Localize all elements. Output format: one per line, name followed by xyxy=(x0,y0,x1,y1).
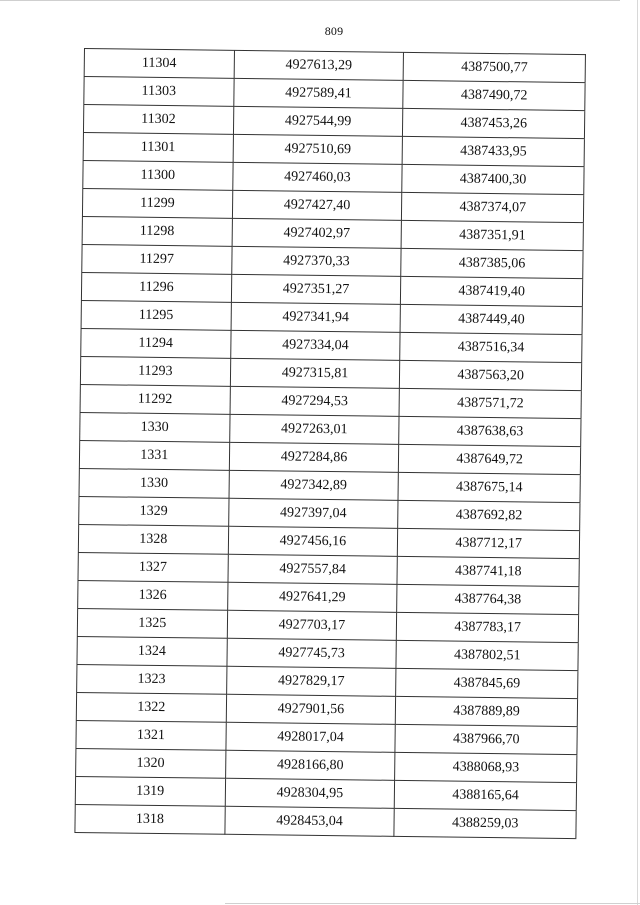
y-coordinate-cell: 4387845,69 xyxy=(396,668,578,698)
table-row xyxy=(75,804,576,838)
point-id-cell: 11296 xyxy=(81,272,231,302)
y-coordinate-cell: 4387571,72 xyxy=(399,388,581,418)
point-id-cell: 11297 xyxy=(82,244,232,274)
x-coordinate-cell: 4927351,27 xyxy=(231,274,401,304)
x-coordinate-cell: 4927641,29 xyxy=(227,582,397,612)
scan-right-edge xyxy=(637,0,638,905)
y-coordinate-cell: 4387764,38 xyxy=(397,584,579,614)
y-coordinate-cell: 4387966,70 xyxy=(395,724,577,754)
x-coordinate-cell: 4928166,80 xyxy=(225,750,395,780)
x-coordinate-cell: 4928453,04 xyxy=(225,806,395,836)
y-coordinate-cell: 4387889,89 xyxy=(396,696,578,726)
y-coordinate-cell: 4387400,30 xyxy=(402,164,584,194)
x-coordinate-cell: 4927294,53 xyxy=(230,386,400,416)
x-coordinate-cell: 4927315,81 xyxy=(230,358,400,388)
y-coordinate-cell: 4387802,51 xyxy=(396,640,578,670)
point-id-cell: 1328 xyxy=(78,524,228,554)
point-id-cell: 1319 xyxy=(75,776,225,806)
y-coordinate-cell: 4387649,72 xyxy=(399,444,581,474)
coordinates-table-body xyxy=(75,49,586,839)
y-coordinate-cell: 4387374,07 xyxy=(402,192,584,222)
y-coordinate-cell: 4388259,03 xyxy=(394,808,576,838)
x-coordinate-cell: 4927402,97 xyxy=(232,218,402,248)
scan-bottom-edge xyxy=(225,903,640,904)
y-coordinate-cell: 4387741,18 xyxy=(397,556,579,586)
point-id-cell: 1323 xyxy=(77,664,227,694)
y-coordinate-cell: 4387675,14 xyxy=(398,472,580,502)
y-coordinate-cell: 4387419,40 xyxy=(401,276,583,306)
scan-top-edge xyxy=(0,0,620,1)
point-id-cell: 1320 xyxy=(76,748,226,778)
x-coordinate-cell: 4927460,03 xyxy=(232,162,402,192)
x-coordinate-cell: 4927334,04 xyxy=(230,330,400,360)
x-coordinate-cell: 4927427,40 xyxy=(232,190,402,220)
point-id-cell: 11295 xyxy=(81,300,231,330)
x-coordinate-cell: 4927589,41 xyxy=(233,78,403,108)
point-id-cell: 11301 xyxy=(83,132,233,162)
point-id-cell: 11302 xyxy=(83,105,233,135)
y-coordinate-cell: 4387433,95 xyxy=(402,136,584,166)
point-id-cell: 1325 xyxy=(77,608,227,638)
x-coordinate-cell: 4927703,17 xyxy=(227,610,397,640)
y-coordinate-cell: 4388165,64 xyxy=(395,780,577,810)
y-coordinate-cell: 4388068,93 xyxy=(395,752,577,782)
x-coordinate-cell: 4927370,33 xyxy=(231,246,401,276)
y-coordinate-cell: 4387563,20 xyxy=(400,360,582,390)
x-coordinate-cell: 4927341,94 xyxy=(231,302,401,332)
point-id-cell: 11303 xyxy=(84,77,234,107)
x-coordinate-cell: 4927901,56 xyxy=(226,694,396,724)
y-coordinate-cell: 4387500,77 xyxy=(403,52,585,82)
x-coordinate-cell: 4928304,95 xyxy=(225,778,395,808)
x-coordinate-cell: 4927263,01 xyxy=(229,414,399,444)
point-id-cell: 11292 xyxy=(80,384,230,414)
y-coordinate-cell: 4387712,17 xyxy=(398,528,580,558)
x-coordinate-cell: 4927745,73 xyxy=(227,638,397,668)
point-id-cell: 11304 xyxy=(84,49,234,79)
x-coordinate-cell: 4927613,29 xyxy=(234,50,404,80)
x-coordinate-cell: 4927557,84 xyxy=(228,554,398,584)
point-id-cell: 1324 xyxy=(77,636,227,666)
point-id-cell: 1327 xyxy=(78,552,228,582)
x-coordinate-cell: 4927284,86 xyxy=(229,442,399,472)
point-id-cell: 11298 xyxy=(82,216,232,246)
point-id-cell: 1321 xyxy=(76,720,226,750)
x-coordinate-cell: 4927510,69 xyxy=(233,134,403,164)
point-id-cell: 1318 xyxy=(75,804,225,834)
point-id-cell: 1330 xyxy=(79,468,229,498)
point-id-cell: 1322 xyxy=(76,692,226,722)
y-coordinate-cell: 4387449,40 xyxy=(400,304,582,334)
y-coordinate-cell: 4387490,72 xyxy=(403,80,585,110)
point-id-cell: 11294 xyxy=(81,328,231,358)
y-coordinate-cell: 4387638,63 xyxy=(399,416,581,446)
y-coordinate-cell: 4387692,82 xyxy=(398,500,580,530)
y-coordinate-cell: 4387516,34 xyxy=(400,332,582,362)
y-coordinate-cell: 4387385,06 xyxy=(401,248,583,278)
coordinates-table xyxy=(74,48,586,839)
y-coordinate-cell: 4387453,26 xyxy=(403,108,585,138)
y-coordinate-cell: 4387783,17 xyxy=(397,612,579,642)
x-coordinate-cell: 4927397,04 xyxy=(228,498,398,528)
y-coordinate-cell: 4387351,91 xyxy=(401,220,583,250)
x-coordinate-cell: 4927342,89 xyxy=(229,470,399,500)
point-id-cell: 1331 xyxy=(79,440,229,470)
x-coordinate-cell: 4927544,99 xyxy=(233,106,403,136)
point-id-cell: 1330 xyxy=(80,412,230,442)
point-id-cell: 1329 xyxy=(79,496,229,526)
x-coordinate-cell: 4928017,04 xyxy=(226,722,396,752)
page-number: 809 xyxy=(324,24,344,38)
x-coordinate-cell: 4927829,17 xyxy=(226,666,396,696)
point-id-cell: 11299 xyxy=(82,188,232,218)
point-id-cell: 1326 xyxy=(78,580,228,610)
x-coordinate-cell: 4927456,16 xyxy=(228,526,398,556)
point-id-cell: 11293 xyxy=(80,356,230,386)
point-id-cell: 11300 xyxy=(83,160,233,190)
